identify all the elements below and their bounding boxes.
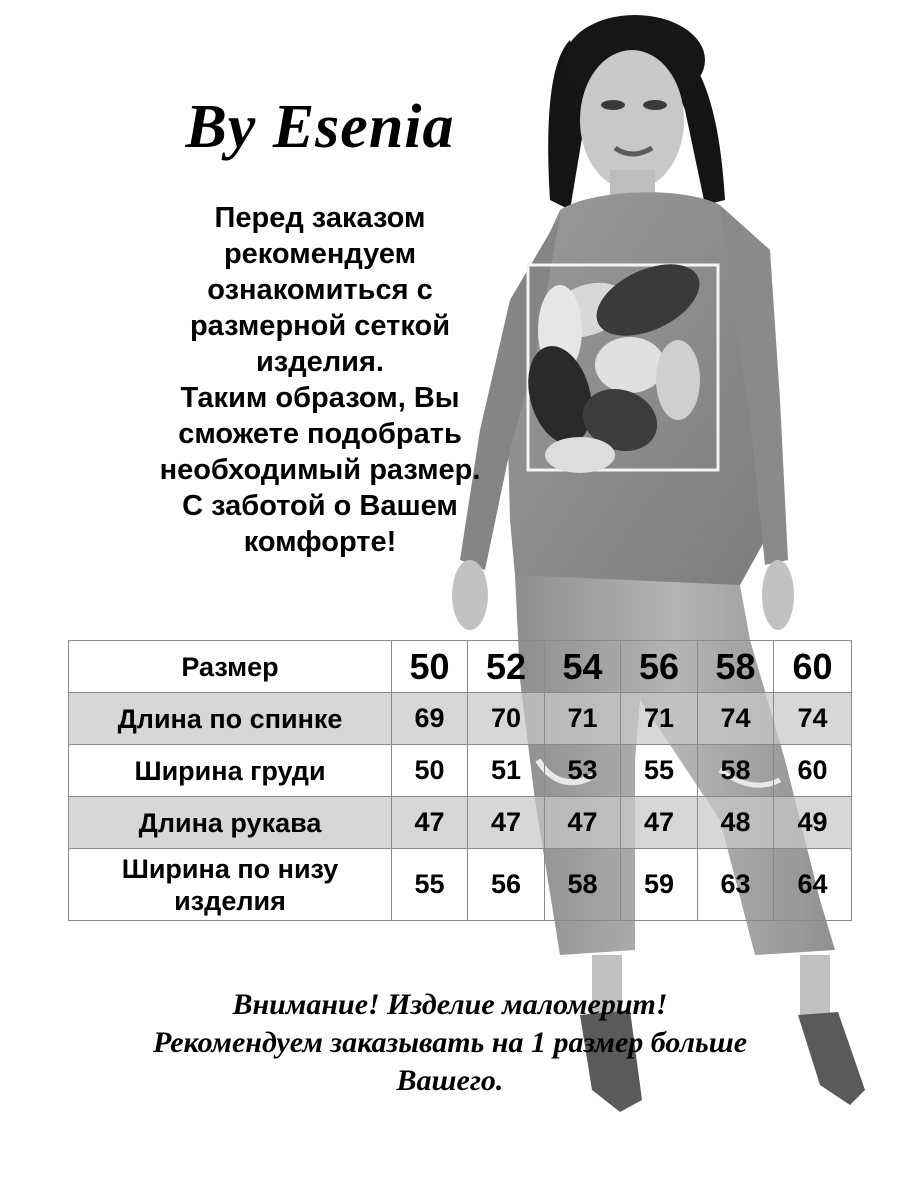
table-row	[69, 745, 852, 797]
intro-line: С заботой о Вашем	[182, 490, 458, 522]
intro-line: изделия.	[255, 346, 384, 378]
row-label-line: Ширина по низу	[121, 853, 339, 884]
intro-line: сможете подобрать	[178, 418, 462, 450]
table-cell: 60	[774, 745, 852, 797]
table-cell: 63	[698, 849, 774, 921]
table-cell: 70	[468, 693, 545, 745]
table-cell: 71	[621, 693, 698, 745]
size-cell: 56	[621, 641, 698, 693]
size-cell: 50	[392, 641, 468, 693]
table-cell: 47	[392, 797, 468, 849]
table-cell: 47	[545, 797, 621, 849]
table-cell: 56	[468, 849, 545, 921]
table-cell: 58	[545, 849, 621, 921]
intro-line: Перед заказом	[214, 202, 426, 234]
table-cell: 47	[621, 797, 698, 849]
header-label: Размер	[69, 641, 392, 693]
size-chart-table	[68, 640, 852, 921]
table-cell: 49	[774, 797, 852, 849]
table-cell: 55	[392, 849, 468, 921]
brand-title: By Esenia	[185, 93, 455, 161]
intro-line: необходимый размер.	[159, 454, 481, 486]
row-label-line: изделия	[174, 885, 286, 916]
table-cell: 48	[698, 797, 774, 849]
size-cell: 52	[468, 641, 545, 693]
table-cell: 74	[698, 693, 774, 745]
row-label: Ширина груди	[69, 745, 392, 797]
intro-line: размерной сеткой	[189, 310, 451, 342]
table-row	[69, 693, 852, 745]
intro-line: комфорте!	[243, 526, 397, 558]
table-cell: 53	[545, 745, 621, 797]
intro-line: ознакомиться с	[207, 274, 433, 306]
row-label: Длина по спинке	[69, 693, 392, 745]
table-cell: 59	[621, 849, 698, 921]
notice-line: Вашего.	[396, 1064, 504, 1097]
intro-line: рекомендуем	[223, 238, 417, 270]
table-cell: 58	[698, 745, 774, 797]
table-cell: 69	[392, 693, 468, 745]
table-cell: 47	[468, 797, 545, 849]
table-row	[69, 797, 852, 849]
table-cell: 64	[774, 849, 852, 921]
size-cell: 54	[545, 641, 621, 693]
notice-line: Рекомендуем заказывать на 1 размер больше	[152, 1026, 748, 1059]
table-cell: 71	[545, 693, 621, 745]
table-header-row	[69, 641, 852, 693]
notice-text	[40, 986, 860, 1100]
table-cell: 50	[392, 745, 468, 797]
intro-text	[110, 200, 530, 560]
table-cell: 74	[774, 693, 852, 745]
table-cell: 51	[468, 745, 545, 797]
row-label	[69, 849, 392, 921]
table-row	[69, 849, 852, 921]
size-cell: 58	[698, 641, 774, 693]
row-label: Длина рукава	[69, 797, 392, 849]
table-cell: 55	[621, 745, 698, 797]
size-cell: 60	[774, 641, 852, 693]
notice-line: Внимание! Изделие маломерит!	[232, 988, 668, 1021]
intro-line: Таким образом, Вы	[180, 382, 460, 414]
